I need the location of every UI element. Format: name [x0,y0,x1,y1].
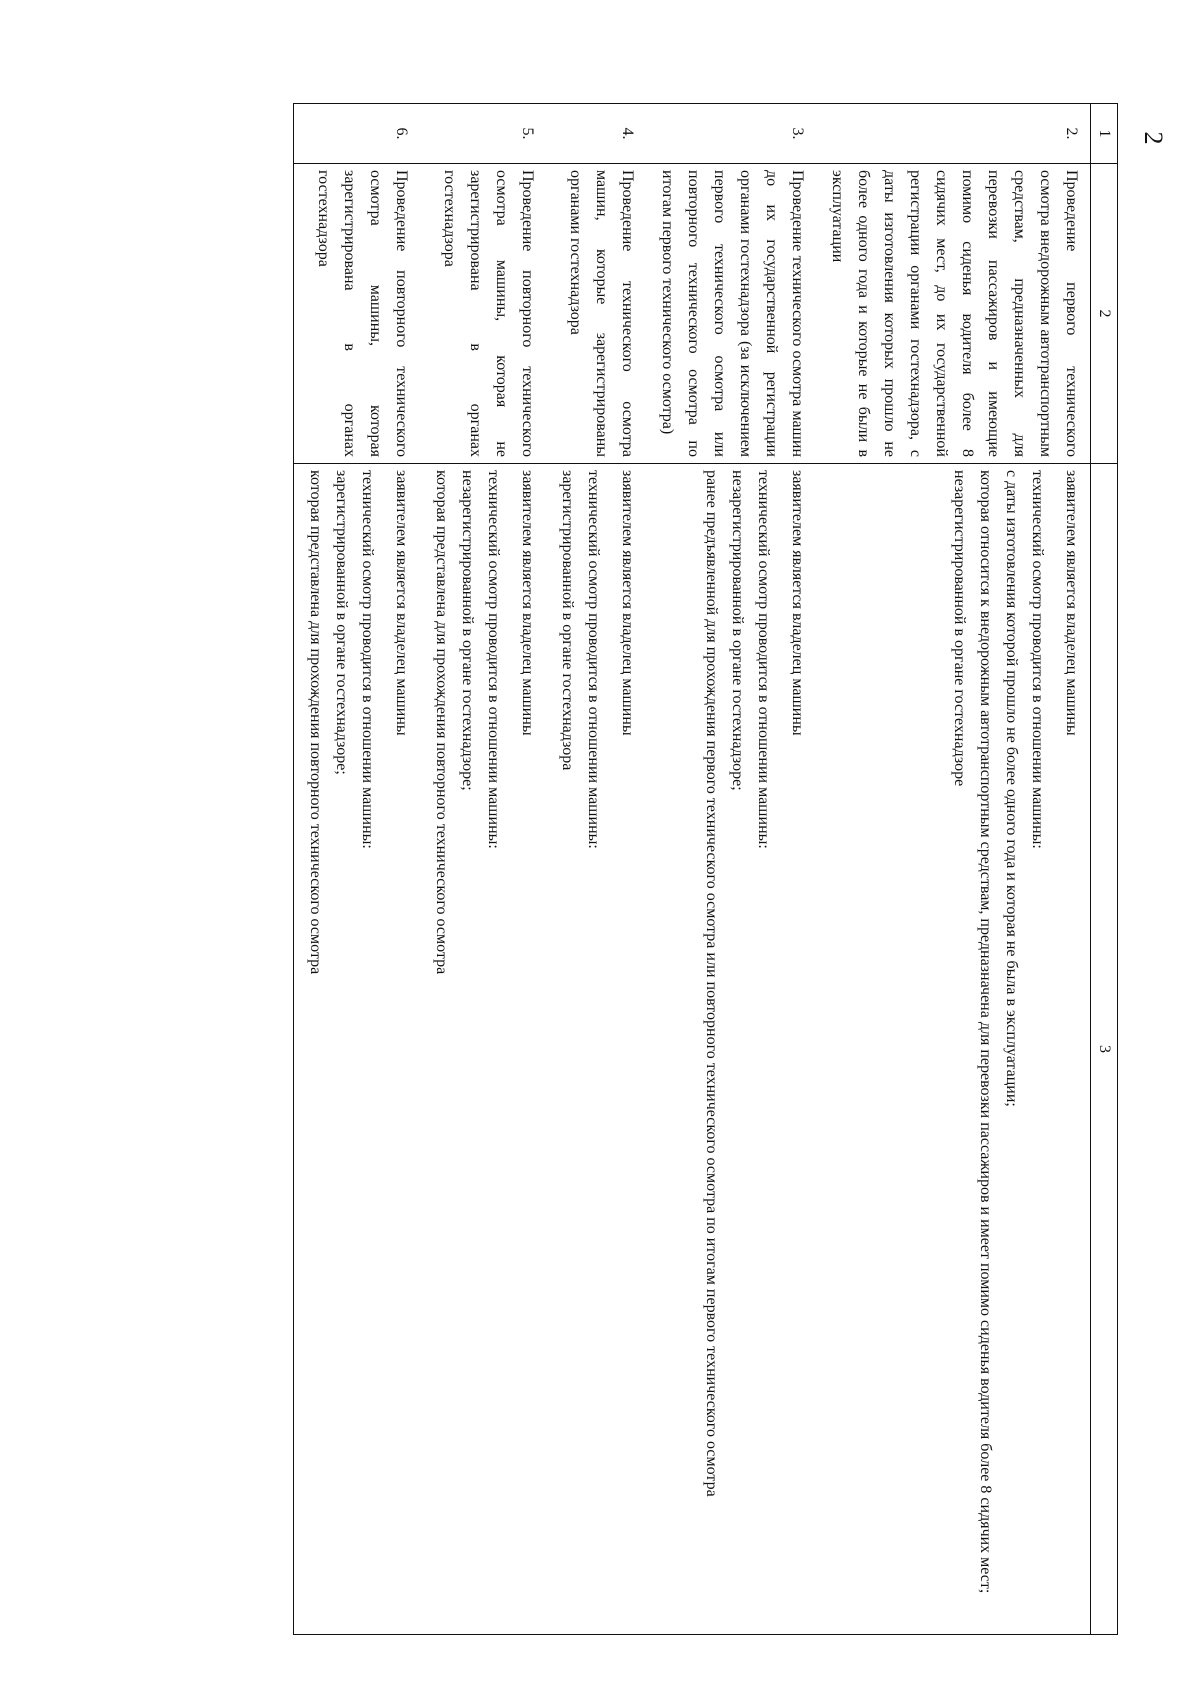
header-row [1091,104,1118,1635]
row-description: Проведение повторного технического осмотра машины, которая не зарегистрирована в органах гостехнадзора [420,164,546,464]
applicant-text: заявителем является владелец машины [789,470,806,736]
row-description: Проведение первого технического осмотра внедорожным автотранспортным средствам, предназначенных для перевозки пассажиров и имеющие помимо сиденья водителя более 8 сидячих мест, до их государственной регистрации органами гостехнадзора, с даты изготовления которых прошло не более одного года и которые не были в эксплуатации [816,164,1091,464]
row-number: 6. [294,104,421,164]
row-conditions [420,464,546,1635]
row-number: 3. [646,104,816,164]
condition-item: которая представлена для прохождения повторного технического осмотра [433,470,450,975]
table-row [646,104,816,1635]
applicant-text: заявителем является владелец машины [393,470,410,736]
row-description: Проведение технического осмотра машин до их государственной регистрации органами гостехнадзора (за исключением первого технического осмотра или повторного технического осмотра по итогам первого технического осмотра) [646,164,816,464]
header-col-conditions: 3 [1091,464,1118,1635]
row-description: Проведение технического осмотра машин, которые зарегистрированы органами гостехнадзора [546,164,646,464]
row-conditions [816,464,1091,1635]
condition-item: зарегистрированной в органе гостехнадзора [559,470,576,771]
condition-item: ранее предъявленной для прохождения первого технического осмотра или повторного технического осмотра по итогам первого технического осмотра [703,470,720,1497]
row-conditions [546,464,646,1635]
conditions-title: технический осмотр проводится в отношении машины: [359,470,376,849]
header-col-description: 2 [1091,164,1118,464]
applicant-text: заявителем является владелец машины [619,470,636,736]
condition-item: которая представлена для прохождения повторного технического осмотра [307,470,324,975]
conditions-title: технический осмотр проводится в отношении машины: [485,470,502,849]
table-row [816,104,1091,1635]
header-col-number: 1 [1091,104,1118,164]
conditions-title: технический осмотр проводится в отношении машины: [1029,470,1046,849]
rotated-document [178,103,1118,1635]
applicant-text: заявителем является владелец машины [1063,470,1080,736]
conditions-title: технический осмотр проводится в отношении машины: [755,470,772,849]
row-conditions [294,464,421,1635]
table-row [420,104,546,1635]
row-description: Проведение повторного технического осмотра машины, которая зарегистрирована в органах гостехнадзора [294,164,421,464]
row-number: 5. [420,104,546,164]
applicant-text: заявителем является владелец машины [519,470,536,736]
condition-item: незарегистрированной в органе гостехнадзоре; [729,470,746,791]
condition-item: незарегистрированной в органе гостехнадзоре [951,470,968,787]
row-number: 2. [816,104,1091,164]
conditions-title: технический осмотр проводится в отношении машины: [585,470,602,849]
row-number: 4. [546,104,646,164]
table-row [546,104,646,1635]
row-conditions [646,464,816,1635]
condition-item: которая относится к внедорожным автотранспортным средствам, предназначена для перевозки пассажиров и имеет помимо сиденья водителя более 8 сидячих мест; [977,470,994,1594]
condition-item: с даты изготовления которой прошло не более одного года и которая не была в эксплуатации; [1003,470,1020,1107]
condition-item: зарегистрированной в органе гостехнадзоре; [333,470,350,775]
table-row [294,104,421,1635]
condition-item: незарегистрированной в органе гостехнадзоре; [459,470,476,791]
inspection-table [293,103,1118,1635]
page-number: 2 [1139,131,1168,145]
